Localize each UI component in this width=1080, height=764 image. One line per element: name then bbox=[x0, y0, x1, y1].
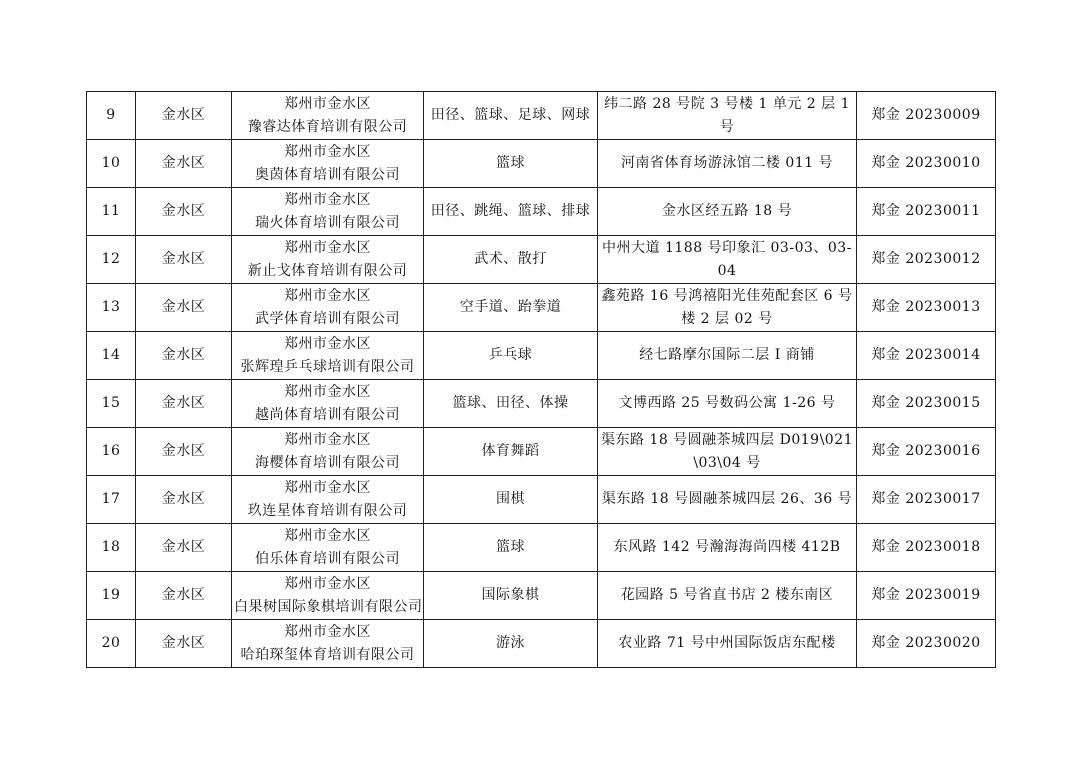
institution-name-line-1: 郑州市金水区 bbox=[284, 431, 371, 448]
institution-name-cell bbox=[232, 524, 424, 572]
row-number-cell: 9 bbox=[87, 92, 136, 140]
institution-name-line-1: 郑州市金水区 bbox=[284, 623, 371, 640]
permit-number-cell: 郑金 20230014 bbox=[857, 332, 996, 380]
institution-name-line-1: 郑州市金水区 bbox=[284, 383, 371, 400]
institution-name-line-2: 奥茵体育培训有限公司 bbox=[255, 166, 400, 183]
institution-name-line-2: 张辉瑝乒乓球培训有限公司 bbox=[240, 358, 415, 375]
address-cell: 鑫苑路 16 号鸿禧阳光佳苑配套区 6 号楼 2 层 02 号 bbox=[598, 284, 857, 332]
sports-cell: 篮球、田径、体操 bbox=[424, 380, 598, 428]
institution-name-cell bbox=[232, 92, 424, 140]
district-cell: 金水区 bbox=[136, 236, 232, 284]
institution-name-line-2: 玖连星体育培训有限公司 bbox=[247, 502, 408, 519]
permit-number-cell: 郑金 20230015 bbox=[857, 380, 996, 428]
sports-cell: 体育舞蹈 bbox=[424, 428, 598, 476]
institution-name-line-2: 越尚体育培训有限公司 bbox=[255, 406, 400, 423]
district-cell: 金水区 bbox=[136, 140, 232, 188]
district-cell: 金水区 bbox=[136, 476, 232, 524]
institution-name-cell bbox=[232, 620, 424, 668]
row-number-cell: 20 bbox=[87, 620, 136, 668]
row-number-cell: 12 bbox=[87, 236, 136, 284]
institution-name-line-1: 郑州市金水区 bbox=[284, 479, 371, 496]
permit-number-cell: 郑金 20230016 bbox=[857, 428, 996, 476]
institution-name-line-1: 郑州市金水区 bbox=[284, 575, 371, 592]
institution-name-line-1: 郑州市金水区 bbox=[284, 191, 371, 208]
row-number-cell: 17 bbox=[87, 476, 136, 524]
district-cell: 金水区 bbox=[136, 188, 232, 236]
row-number-cell: 14 bbox=[87, 332, 136, 380]
permit-number-cell: 郑金 20230009 bbox=[857, 92, 996, 140]
table-row bbox=[87, 92, 996, 140]
row-number-cell: 13 bbox=[87, 284, 136, 332]
permit-number-cell: 郑金 20230020 bbox=[857, 620, 996, 668]
district-cell: 金水区 bbox=[136, 572, 232, 620]
institution-name-cell bbox=[232, 140, 424, 188]
permit-number-cell: 郑金 20230017 bbox=[857, 476, 996, 524]
institution-name-cell bbox=[232, 476, 424, 524]
institution-name-line-1: 郑州市金水区 bbox=[284, 239, 371, 256]
table-row bbox=[87, 428, 996, 476]
institution-name-cell bbox=[232, 284, 424, 332]
institution-name-line-1: 郑州市金水区 bbox=[284, 143, 371, 160]
sports-cell: 围棋 bbox=[424, 476, 598, 524]
institution-name-line-2: 伯乐体育培训有限公司 bbox=[255, 550, 400, 567]
institution-name-line-1: 郑州市金水区 bbox=[284, 335, 371, 352]
institution-name-line-2: 白果树国际象棋培训有限公司 bbox=[234, 598, 423, 615]
address-cell: 纬二路 28 号院 3 号楼 1 单元 2 层 1 号 bbox=[598, 92, 857, 140]
row-number-cell: 11 bbox=[87, 188, 136, 236]
table-row bbox=[87, 380, 996, 428]
address-cell: 农业路 71 号中州国际饭店东配楼 bbox=[598, 620, 857, 668]
institution-name-line-2: 哈珀琛玺体育培训有限公司 bbox=[240, 646, 415, 663]
address-cell: 文博西路 25 号数码公寓 1-26 号 bbox=[598, 380, 857, 428]
sports-cell: 国际象棋 bbox=[424, 572, 598, 620]
institution-name-cell bbox=[232, 428, 424, 476]
row-number-cell: 16 bbox=[87, 428, 136, 476]
district-cell: 金水区 bbox=[136, 524, 232, 572]
row-number-cell: 15 bbox=[87, 380, 136, 428]
institution-name-cell bbox=[232, 332, 424, 380]
table-row bbox=[87, 284, 996, 332]
table-row bbox=[87, 332, 996, 380]
sports-cell: 空手道、跆拳道 bbox=[424, 284, 598, 332]
address-cell: 渠东路 18 号圆融茶城四层 D019\021\03\04 号 bbox=[598, 428, 857, 476]
district-cell: 金水区 bbox=[136, 332, 232, 380]
permit-number-cell: 郑金 20230013 bbox=[857, 284, 996, 332]
district-cell: 金水区 bbox=[136, 284, 232, 332]
institution-name-cell bbox=[232, 236, 424, 284]
sports-cell: 篮球 bbox=[424, 524, 598, 572]
sports-cell: 田径、跳绳、篮球、排球 bbox=[424, 188, 598, 236]
institution-name-line-1: 郑州市金水区 bbox=[284, 287, 371, 304]
registry-table-body bbox=[87, 92, 996, 668]
table-row bbox=[87, 236, 996, 284]
address-cell: 金水区经五路 18 号 bbox=[598, 188, 857, 236]
table-row bbox=[87, 476, 996, 524]
permit-number-cell: 郑金 20230018 bbox=[857, 524, 996, 572]
institution-name-line-2: 武学体育培训有限公司 bbox=[255, 310, 400, 327]
permit-number-cell: 郑金 20230019 bbox=[857, 572, 996, 620]
institution-name-cell bbox=[232, 572, 424, 620]
sports-cell: 田径、篮球、足球、网球 bbox=[424, 92, 598, 140]
sports-cell: 篮球 bbox=[424, 140, 598, 188]
table-row bbox=[87, 572, 996, 620]
address-cell: 东风路 142 号瀚海海尚四楼 412B bbox=[598, 524, 857, 572]
table-row bbox=[87, 620, 996, 668]
sports-cell: 游泳 bbox=[424, 620, 598, 668]
permit-number-cell: 郑金 20230011 bbox=[857, 188, 996, 236]
table-row bbox=[87, 140, 996, 188]
institution-name-line-2: 新止戈体育培训有限公司 bbox=[247, 262, 408, 279]
district-cell: 金水区 bbox=[136, 428, 232, 476]
table-row bbox=[87, 188, 996, 236]
district-cell: 金水区 bbox=[136, 620, 232, 668]
institution-name-line-1: 郑州市金水区 bbox=[284, 95, 371, 112]
institution-name-cell bbox=[232, 380, 424, 428]
address-cell: 花园路 5 号省直书店 2 楼东南区 bbox=[598, 572, 857, 620]
institution-name-cell bbox=[232, 188, 424, 236]
row-number-cell: 18 bbox=[87, 524, 136, 572]
institution-name-line-2: 豫睿达体育培训有限公司 bbox=[247, 118, 408, 135]
permit-number-cell: 郑金 20230010 bbox=[857, 140, 996, 188]
district-cell: 金水区 bbox=[136, 380, 232, 428]
institution-name-line-2: 海樱体育培训有限公司 bbox=[255, 454, 400, 471]
row-number-cell: 19 bbox=[87, 572, 136, 620]
sports-cell: 乒乓球 bbox=[424, 332, 598, 380]
institution-name-line-2: 瑞火体育培训有限公司 bbox=[255, 214, 400, 231]
registry-table bbox=[86, 91, 996, 668]
district-cell: 金水区 bbox=[136, 92, 232, 140]
address-cell: 渠东路 18 号圆融茶城四层 26、36 号 bbox=[598, 476, 857, 524]
institution-name-line-1: 郑州市金水区 bbox=[284, 527, 371, 544]
table-row bbox=[87, 524, 996, 572]
address-cell: 河南省体育场游泳馆二楼 011 号 bbox=[598, 140, 857, 188]
address-cell: 中州大道 1188 号印象汇 03-03、03-04 bbox=[598, 236, 857, 284]
sports-cell: 武术、散打 bbox=[424, 236, 598, 284]
row-number-cell: 10 bbox=[87, 140, 136, 188]
permit-number-cell: 郑金 20230012 bbox=[857, 236, 996, 284]
address-cell: 经七路摩尔国际二层 I 商铺 bbox=[598, 332, 857, 380]
